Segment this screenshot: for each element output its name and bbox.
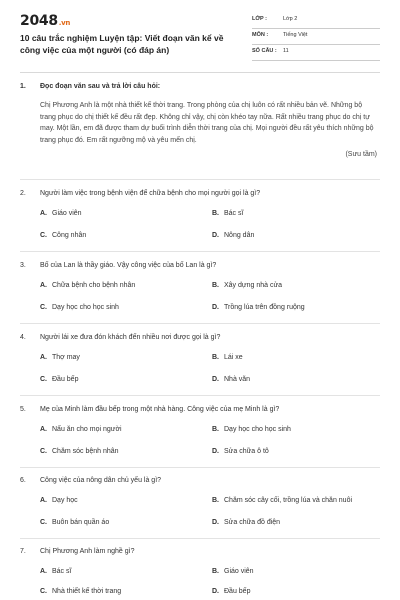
meta-row-count (252, 45, 380, 61)
option-a[interactable]: A. Dạy học (40, 497, 78, 504)
question-header (20, 333, 380, 343)
question-separator (20, 467, 380, 468)
option-d[interactable]: D. Đầu bếp (212, 588, 251, 595)
meta-label: SỐ CÂU : (252, 48, 277, 54)
option-b[interactable]: B. Giáo viên (212, 568, 254, 575)
option-a[interactable]: A. Thợ may (40, 354, 80, 361)
meta-value: 11 (283, 48, 289, 54)
option-a[interactable]: A. Nấu ăn cho mọi người (40, 426, 122, 433)
question-text: Mẹ của Minh làm đầu bếp trong một nhà hàng. Công việc của mẹ Minh là gì? (40, 406, 280, 413)
reading-passage: Chị Phương Anh là một nhà thiết kế thời trang. Trong phòng của chị luôn có rất nhiều bản vẽ. Những bộ trang phục do chị thiết kế đều rất đẹp. Không chỉ vậy, chị còn khéo tay nữa. Rất nhiều trang phục do chị tự may. Một lần, em đã được tham dự buổi trình diễn thời trang của chị. Mọi người đều rất yêu thích những bộ trang phục đó. Em rất ngưỡng mộ và yêu mến chị. (40, 102, 374, 144)
question-separator (20, 179, 380, 180)
question-7 (20, 547, 380, 597)
page-header (0, 0, 400, 72)
option-c[interactable]: C. Dạy học cho học sinh (40, 304, 119, 311)
option-a[interactable]: A. Giáo viên (40, 210, 82, 217)
option-d[interactable]: D. Trồng lúa trên đồng ruộng (212, 304, 305, 311)
question-header (20, 405, 380, 415)
answer-options (40, 343, 380, 383)
question-4 (20, 333, 380, 383)
answer-options (40, 415, 380, 455)
option-d[interactable]: D. Sửa chữa đồ điện (212, 519, 281, 526)
meta-table (252, 13, 380, 61)
question-5 (20, 405, 380, 455)
question-header (20, 547, 380, 557)
answer-options (40, 486, 380, 526)
question-header (20, 82, 380, 92)
option-c[interactable]: C. Đầu bếp (40, 376, 79, 383)
answer-options (40, 271, 380, 311)
question-prompt: Đọc đoạn văn sau và trả lời câu hỏi: (40, 83, 161, 90)
question-separator (20, 251, 380, 252)
question-number: 7. (20, 548, 26, 555)
option-b[interactable]: B. Xây dựng nhà cửa (212, 282, 283, 289)
meta-row-subject (252, 29, 380, 45)
option-c[interactable]: C. Công nhân (40, 232, 87, 239)
passage-source: (Sưu tầm) (345, 151, 377, 158)
meta-label: LỚP : (252, 16, 267, 22)
question-text: Chị Phương Anh làm nghề gì? (40, 548, 135, 555)
question-text: Công việc của nông dân chủ yếu là gì? (40, 477, 162, 484)
question-separator (20, 395, 380, 396)
question-separator (20, 538, 380, 539)
option-d[interactable]: D. Nông dân (212, 232, 255, 239)
option-d[interactable]: D. Sửa chữa ô tô (212, 448, 269, 455)
question-number: 4. (20, 334, 26, 341)
page-title: 10 câu trắc nghiệm Luyện tập: Viết đoạn văn kể về công việc của một người (có đáp án) (20, 33, 224, 55)
option-a[interactable]: A. Chữa bệnh cho bệnh nhân (40, 282, 136, 289)
question-6 (20, 476, 380, 526)
question-header (20, 261, 380, 271)
answer-options (40, 199, 380, 239)
option-c[interactable]: C. Nhà thiết kế thời trang (40, 588, 122, 595)
question-text: Người làm việc trong bệnh viện để chữa bệnh cho mọi người gọi là gì? (40, 190, 261, 197)
question-text: Người lái xe đưa đón khách đến nhiều nơi được gọi là gì? (40, 334, 221, 341)
site-logo[interactable]: 2048.vn (20, 13, 71, 29)
meta-label: MÔN : (252, 32, 269, 38)
question-text: Bố của Lan là thầy giáo. Vậy công việc của bố Lan là gì? (40, 262, 217, 269)
option-c[interactable]: C. Buôn bán quần áo (40, 519, 110, 526)
option-d[interactable]: D. Nhà văn (212, 376, 251, 383)
question-header (20, 476, 380, 486)
question-1 (20, 82, 380, 158)
meta-row-grade (252, 13, 380, 29)
meta-value: Lớp 2 (283, 16, 298, 22)
option-b[interactable]: B. Dạy học cho học sinh (212, 426, 291, 433)
header-divider (20, 72, 380, 73)
meta-value: Tiếng Việt (283, 32, 308, 38)
question-number: 3. (20, 262, 26, 269)
option-b[interactable]: B. Chăm sóc cây cối, trồng lúa và chăn nuôi (212, 497, 353, 504)
question-separator (20, 323, 380, 324)
question-number: 2. (20, 190, 26, 197)
answer-options (40, 557, 380, 597)
question-3 (20, 261, 380, 311)
option-b[interactable]: B. Lái xe (212, 354, 243, 361)
option-a[interactable]: A. Bác sĩ (40, 568, 72, 575)
question-number: 5. (20, 406, 26, 413)
question-number: 1. (20, 83, 26, 90)
option-b[interactable]: B. Bác sĩ (212, 210, 244, 217)
question-header (20, 189, 380, 199)
question-2 (20, 189, 380, 239)
option-c[interactable]: C. Chăm sóc bệnh nhân (40, 448, 119, 455)
question-number: 6. (20, 477, 26, 484)
